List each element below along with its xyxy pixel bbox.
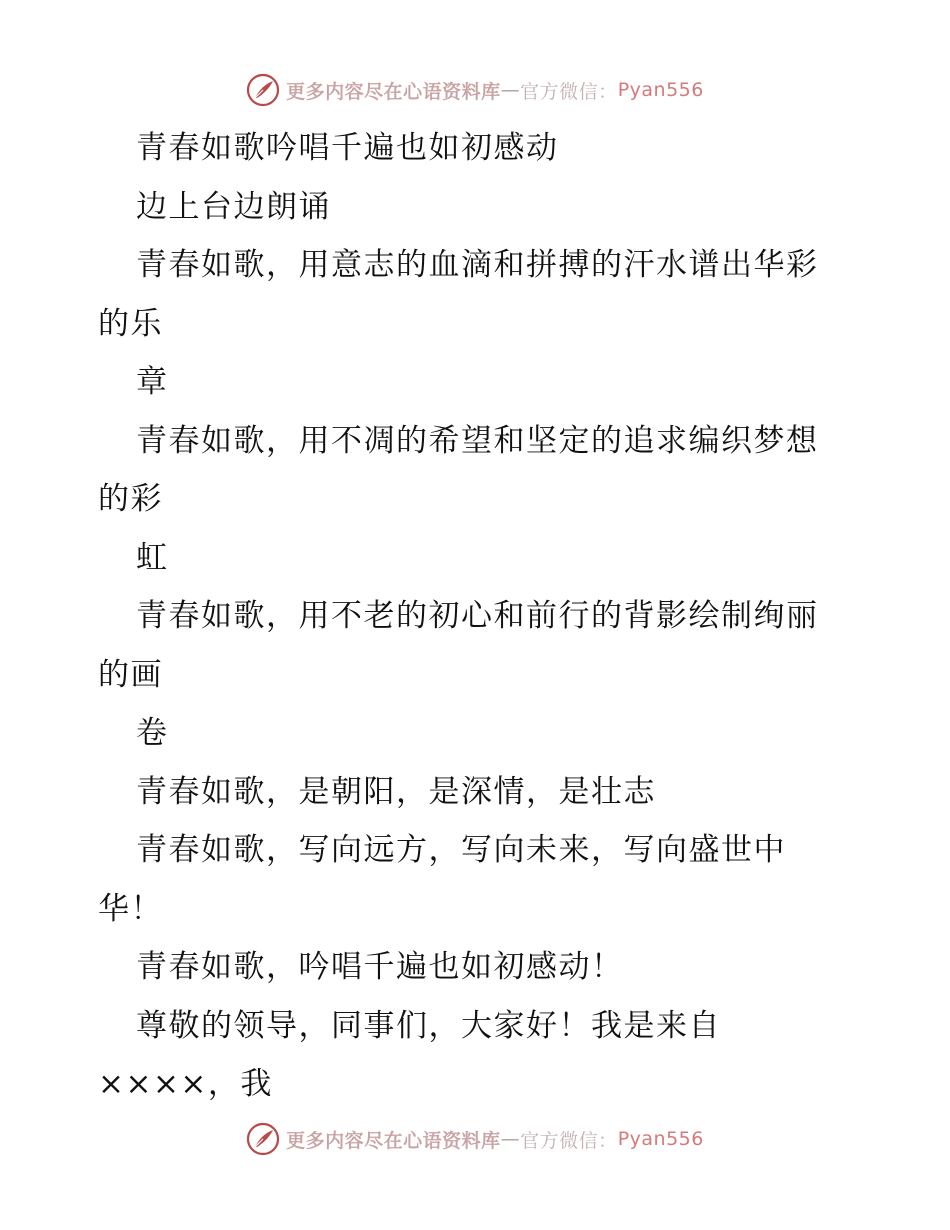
text-line: 章 <box>136 364 169 400</box>
text-line: 华！ <box>98 890 163 927</box>
text-line: 卷 <box>136 715 169 751</box>
text-line: 虹 <box>136 539 169 576</box>
header-account: Pyan556 <box>617 79 704 101</box>
text-line: 的乐 <box>98 305 163 342</box>
header-separator: — <box>500 79 521 101</box>
text-line: 的彩 <box>98 481 163 517</box>
text-line: 青春如歌，是朝阳，是深情，是壮志 <box>136 773 656 810</box>
feather-pen-logo-icon <box>246 73 280 107</box>
text-line: 尊敬的领导，同事们，大家好！我是来自 <box>136 1007 721 1044</box>
footer-account: Pyan556 <box>617 1128 704 1150</box>
footer-banner <box>0 1119 950 1159</box>
text-line: ××××，我 <box>98 1066 273 1102</box>
header-site-text: 更多内容尽在心语资料库 <box>286 80 501 103</box>
text-line: 边上台边朗诵 <box>136 188 331 225</box>
text-line: 青春如歌，用不老的初心和前行的背影绘制绚丽 <box>136 598 819 634</box>
header-banner <box>0 70 950 110</box>
document-body <box>98 119 858 1114</box>
text-line: 青春如歌，写向远方，写向未来，写向盛世中 <box>136 832 786 868</box>
text-line: 的画 <box>98 656 163 693</box>
text-line: 青春如歌，用意志的血滴和拼搏的汗水谱出华彩 <box>136 247 819 283</box>
header-official-label: 官方微信： <box>520 80 618 103</box>
text-line: 青春如歌，用不凋的希望和坚定的追求编织梦想 <box>136 422 819 459</box>
text-line: 青春如歌吟唱千遍也如初感动 <box>136 130 559 166</box>
footer-separator: — <box>500 1128 521 1150</box>
footer-site-text: 更多内容尽在心语资料库 <box>286 1129 501 1152</box>
footer-official-label: 官方微信： <box>520 1129 618 1152</box>
text-line: 青春如歌，吟唱千遍也如初感动！ <box>136 949 624 985</box>
feather-pen-logo-icon <box>246 1122 280 1156</box>
